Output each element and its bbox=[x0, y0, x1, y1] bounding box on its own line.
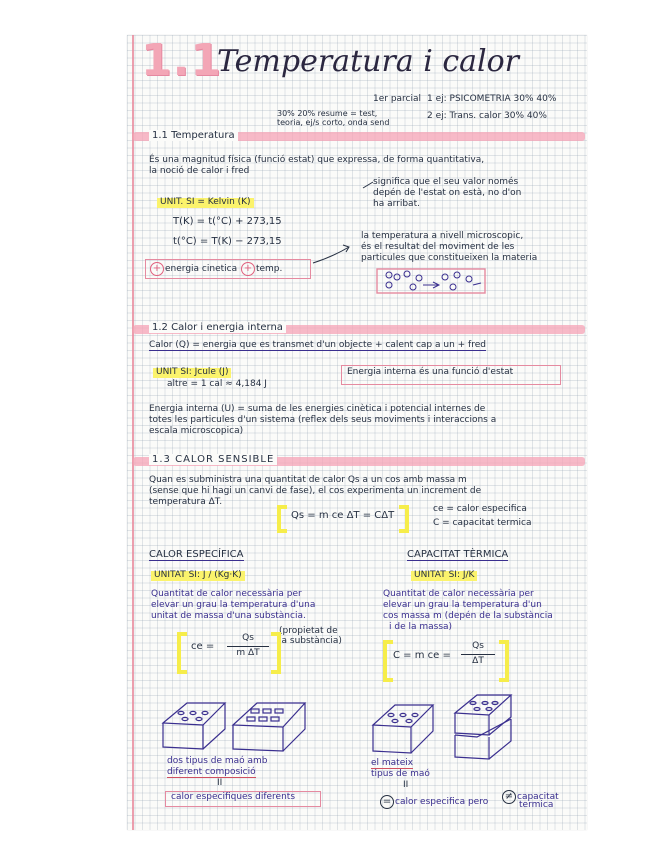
text-line: significa que el seu valor només bbox=[373, 177, 519, 187]
text-line: Quan es subministra una quantitat de calor Qs a un cos amb massa m bbox=[149, 475, 467, 485]
text-line: elevar un grau la temperatura d'un bbox=[383, 600, 542, 610]
text-line: altre = 1 cal ≈ 4,184 J bbox=[167, 379, 267, 389]
caption-text: calor especifica pero bbox=[395, 797, 489, 807]
caption-text: el mateix bbox=[371, 758, 414, 768]
text-line: Energia interna és una funció d'estat bbox=[347, 367, 514, 377]
text-line: Energia interna (U) = suma de les energies cinètica i potencial internes de bbox=[149, 404, 486, 414]
temp-label: temp. bbox=[255, 264, 283, 274]
text-line: i de la massa) bbox=[389, 622, 453, 632]
text-line: és el resultat del moviment de les bbox=[361, 242, 515, 252]
section-heading: 1.2 Calor i energia interna bbox=[149, 322, 286, 333]
unit-label: UNIT. SI = Kelvin (K) bbox=[157, 198, 254, 208]
caption-line bbox=[371, 759, 413, 769]
not-equal-icon: ≠ bbox=[502, 790, 516, 804]
header-note: 1er parcial bbox=[373, 94, 422, 104]
text-line: És una magnitud física (funció estat) que expressa, de forma quantitativa, bbox=[149, 155, 485, 165]
sensible-heat-formula: Qs = m ce ΔT = CΔT bbox=[291, 510, 395, 521]
caption-text: capacitat bbox=[517, 792, 559, 802]
text-line: temperatura ΔT. bbox=[149, 497, 223, 507]
notebook-page bbox=[127, 35, 587, 830]
subheading-text: CALOR ESPECÍFICA bbox=[149, 549, 244, 560]
header-note: 2 ej: Trans. calor 30% 40% bbox=[427, 111, 547, 121]
page-title: Temperatura i calor bbox=[217, 44, 520, 79]
caption-line: II bbox=[403, 780, 409, 790]
text-line: cos massa m (depén de la substància bbox=[383, 611, 553, 621]
title-number: 1.1 bbox=[141, 35, 222, 86]
fraction-den: m ΔT bbox=[236, 648, 260, 658]
text-line: particules que constitueixen la materia bbox=[361, 253, 538, 263]
unit-label: UNITAT SI: J / (Kg·K) bbox=[151, 571, 245, 581]
text-line: elevar un grau la temperatura d'una bbox=[151, 600, 316, 610]
formula: t(°C) = T(K) − 273,15 bbox=[173, 236, 282, 247]
plus-icon: + bbox=[241, 262, 255, 276]
text-line: ha arribat. bbox=[373, 199, 420, 209]
text-line: C = capacitat termica bbox=[433, 518, 532, 528]
text-line: (sense que hi hagi un canvi de fase), el cos experimenta un increment de bbox=[149, 486, 482, 496]
header-note: teoria, ej/s corto, onda send bbox=[277, 118, 390, 127]
heat-definition: Calor (Q) = energia que es transmet d'un objecte + calent cap a un + fred bbox=[149, 340, 486, 350]
header-note: 1 ej: PSICOMETRIA 30% 40% bbox=[427, 94, 557, 104]
formula: T(K) = t(°C) + 273,15 bbox=[173, 216, 282, 227]
fraction-num: Qs bbox=[242, 633, 254, 643]
text-line: (propietat de bbox=[279, 626, 338, 636]
energy-label: energia cinetica bbox=[165, 264, 238, 274]
formula-lhs: ce = bbox=[191, 641, 215, 652]
fraction-num: Qs bbox=[472, 641, 484, 651]
subheading-text: CAPACITAT TÈRMICA bbox=[407, 549, 509, 560]
caption-line: calor especifiques diferents bbox=[171, 792, 296, 802]
text-line: Quantitat de calor necessària per bbox=[151, 589, 302, 599]
text-line: la noció de calor i fred bbox=[149, 166, 250, 176]
plus-icon: + bbox=[150, 262, 164, 276]
caption-text: diferent composició bbox=[167, 767, 256, 777]
text-line: depén de l'estat on està, no d'on bbox=[373, 188, 522, 198]
caption-line: tipus de maó bbox=[371, 769, 430, 779]
caption-line bbox=[167, 768, 256, 778]
text-line: la substància) bbox=[279, 636, 342, 646]
text-line: escala microscopica) bbox=[149, 426, 244, 436]
fraction-den: ΔT bbox=[472, 656, 484, 666]
caption-line: dos tipus de maó amb bbox=[167, 756, 268, 766]
caption-line: II bbox=[217, 778, 223, 788]
text-line: la temperatura a nivell microscopic, bbox=[361, 231, 524, 241]
caption-line bbox=[379, 795, 488, 809]
header-note: 30% 20% resume = test, bbox=[277, 109, 378, 118]
text-line: unitat de massa d'una substància. bbox=[151, 611, 306, 621]
formula-lhs: C = m ce = bbox=[393, 650, 451, 661]
unit-label: UNIT SI: Jcule (J) bbox=[153, 368, 231, 378]
text-line: ce = calor especifica bbox=[433, 504, 527, 514]
equal-icon: = bbox=[380, 795, 394, 809]
bricks-sketch bbox=[127, 35, 587, 830]
section-heading: 1.1 Temperatura bbox=[149, 130, 238, 141]
caption-line: termica bbox=[519, 800, 554, 810]
text-line: Quantitat de calor necessària per bbox=[383, 589, 534, 599]
text-line: totes les particules d'un sistema (reflex dels seus moviments i interaccions a bbox=[149, 415, 497, 425]
section-heading: 1.3 CALOR SENSIBLE bbox=[149, 454, 277, 465]
unit-label: UNITAT SI: J/K bbox=[411, 571, 477, 581]
